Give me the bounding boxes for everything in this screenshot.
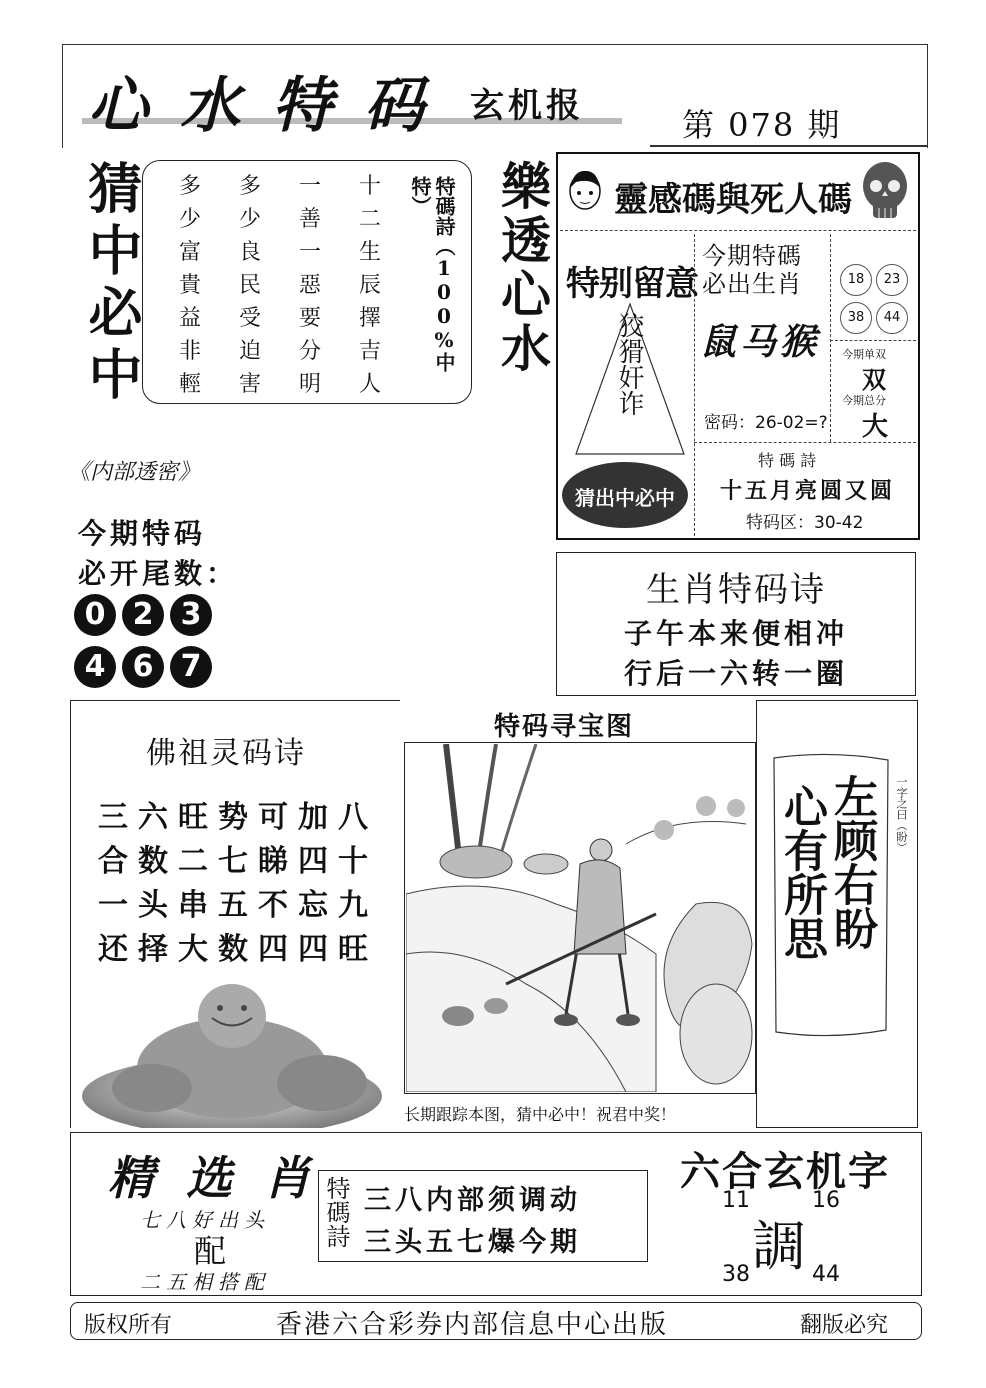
poem-char: 辰 xyxy=(358,273,381,298)
poem-grid xyxy=(160,170,400,401)
riddle-hint: 一字之曰（盼） xyxy=(895,776,908,853)
poem-section-line: 十五月亮圆又圆 xyxy=(720,478,896,504)
total-label: 今期总分 xyxy=(842,394,886,407)
issue-underline xyxy=(650,145,928,147)
poem-char: 多 xyxy=(178,174,201,199)
treasure-map-title: 特码寻宝图 xyxy=(494,712,635,742)
linggan-vline-1 xyxy=(694,234,695,536)
face-icon xyxy=(566,166,604,212)
poem-char: 富 xyxy=(178,240,201,265)
linggan-title: 靈感碼與死人碼 xyxy=(614,180,852,220)
zodiac-picks: 鼠马猴 xyxy=(700,321,821,363)
riddle-col-right: 左顾右盼 xyxy=(826,774,877,950)
footer-left: 版权所有 xyxy=(84,1313,173,1338)
poem-char: 民 xyxy=(238,273,261,298)
notice-word: 猾 xyxy=(614,338,644,364)
buddha-poem-line: 还择大数四四旺 xyxy=(98,932,378,967)
zodiac-title: 今期特碼必出生肖 xyxy=(702,242,802,298)
total-value: 大 xyxy=(862,412,889,442)
tail-ball: 7 xyxy=(170,646,212,688)
buddha-poem-line: 合数二七睇四十 xyxy=(98,844,378,879)
treasure-map-illustration xyxy=(406,744,754,1092)
number-circle: 18 xyxy=(840,264,872,296)
poem-char: 二 xyxy=(358,207,381,232)
internal-line-2: 必开尾数： xyxy=(78,557,239,590)
poem-char: 人 xyxy=(358,372,381,397)
tail-ball: 2 xyxy=(122,594,164,636)
zone-text: 特码区：30-42 xyxy=(746,513,864,533)
internal-title: 《内部透密》 xyxy=(68,460,201,485)
treasure-map-caption: 长期跟踪本图，猜中必中！祝君中奖！ xyxy=(404,1105,677,1124)
secret-code: 密码：26-02=? xyxy=(704,413,828,433)
liuhe-word: 調 xyxy=(752,1215,806,1278)
poem-char: 貴 xyxy=(178,273,201,298)
poem-char: 非 xyxy=(178,339,201,364)
skull-icon xyxy=(860,160,910,222)
poem-char: 一 xyxy=(298,240,321,265)
buddha-poem-line: 三六旺势可加八 xyxy=(98,800,378,835)
footer-center: 香港六合彩券内部信息中心出版 xyxy=(276,1310,669,1340)
internal-line-1: 今期特码 xyxy=(78,517,207,550)
poem-char: 一 xyxy=(298,174,321,199)
tema-poem-line-2: 三头五七爆今期 xyxy=(364,1227,581,1258)
poem-char: 明 xyxy=(298,372,321,397)
tema-poem-line-1: 三八内部须调动 xyxy=(364,1185,581,1216)
notice-word: 诈 xyxy=(614,390,644,416)
poem-char: 善 xyxy=(298,207,321,232)
issue-number: 第 078 期 xyxy=(682,106,842,144)
poem-char: 害 xyxy=(238,372,261,397)
notice-word: 奸 xyxy=(614,364,644,390)
riddle-col-left: 心有所思 xyxy=(776,784,827,960)
jingxuan-line-1: 七八好出头 xyxy=(140,1208,270,1232)
odd-even-value: 双 xyxy=(862,365,886,394)
poem-section-title: 特 碼 詩 xyxy=(758,451,817,470)
number-circle: 44 xyxy=(876,302,908,334)
jingxuan-line-3: 二五相搭配 xyxy=(140,1270,270,1294)
poem-char: 擇 xyxy=(358,306,381,331)
linggan-hline-odd xyxy=(830,340,916,341)
linggan-divider xyxy=(560,230,916,231)
poem-char: 吉 xyxy=(358,339,381,364)
poem-char: 益 xyxy=(178,306,201,331)
poem-char: 要 xyxy=(298,306,321,331)
tail-ball: 3 xyxy=(170,594,212,636)
liuhe-num-2: 16 xyxy=(812,1188,840,1213)
poem-char: 良 xyxy=(238,240,261,265)
poem-char: 少 xyxy=(238,207,261,232)
zodiac-poem-title: 生肖特码诗 xyxy=(646,570,826,610)
poem-grid-side-label: 特碼詩（100%中特） xyxy=(408,176,456,372)
tail-ball: 0 xyxy=(74,594,116,636)
header-title: 心水特码 xyxy=(88,71,456,141)
footer-right: 翻版必究 xyxy=(800,1313,889,1338)
poem-char: 少 xyxy=(178,207,201,232)
liuhe-title: 六合玄机字 xyxy=(680,1148,890,1195)
poem-char: 輕 xyxy=(178,372,201,397)
left-vertical-slogan: 猜中必中 xyxy=(80,160,144,408)
notice-word: 狡 xyxy=(614,312,644,338)
liuhe-num-3: 38 xyxy=(722,1262,750,1287)
poem-char: 生 xyxy=(358,240,381,265)
buddha-poem-title: 佛祖灵码诗 xyxy=(146,736,306,771)
liuhe-num-4: 44 xyxy=(812,1262,840,1287)
linggan-vline-2 xyxy=(830,234,831,442)
jingxuan-line-2: 配 xyxy=(194,1232,227,1270)
number-circle: 23 xyxy=(876,264,908,296)
badge-text: 猜出中必中 xyxy=(575,486,675,510)
poem-char: 十 xyxy=(358,174,381,199)
buddha-poem-line: 一头串五不忘九 xyxy=(98,888,378,923)
poem-char: 迫 xyxy=(238,339,261,364)
poem-char: 多 xyxy=(238,174,261,199)
notice-words xyxy=(614,312,644,416)
poem-char: 惡 xyxy=(298,273,321,298)
tema-poem-label: 特碼詩 xyxy=(322,1176,350,1248)
poem-char: 受 xyxy=(238,306,261,331)
liuhe-num-1: 11 xyxy=(722,1188,750,1213)
right-vertical-slogan: 樂透心水 xyxy=(493,160,552,376)
tail-ball: 4 xyxy=(74,646,116,688)
header-subtitle: 玄机报 xyxy=(470,86,584,126)
special-notice: 特别留意 xyxy=(566,264,698,304)
jingxuan-title: 精 选 肖 xyxy=(108,1151,319,1205)
odd-even-label: 今期单双 xyxy=(842,348,886,361)
buddha-illustration xyxy=(72,978,398,1128)
tail-ball: 6 xyxy=(122,646,164,688)
number-circle: 38 xyxy=(840,302,872,334)
zodiac-poem-line-2: 行后一六转一圈 xyxy=(623,657,848,690)
zodiac-poem-line-1: 子午本来便相冲 xyxy=(623,617,848,650)
poem-char: 分 xyxy=(298,339,321,364)
linggan-hline-poem xyxy=(694,442,916,443)
